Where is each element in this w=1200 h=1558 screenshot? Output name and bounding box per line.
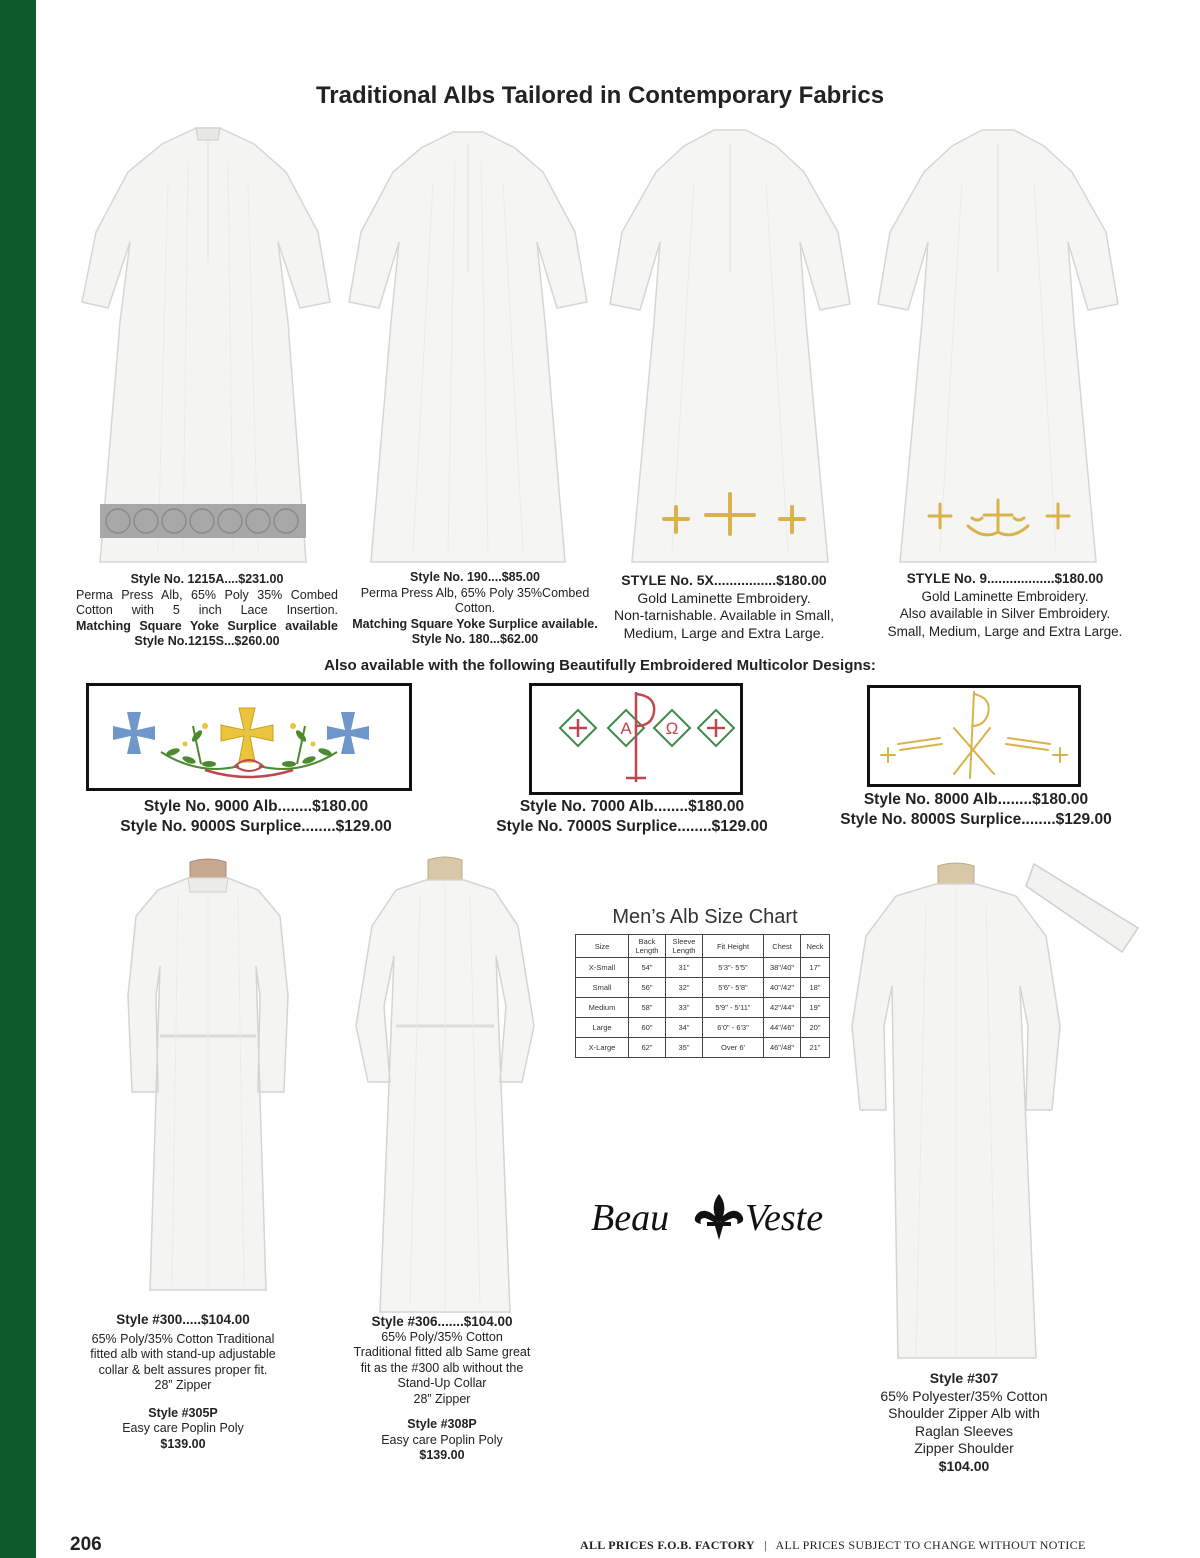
beau-veste-logo <box>585 1186 845 1246</box>
table-cell: Large <box>576 1018 629 1038</box>
alb-price: Style No. 9000 Alb........$180.00 <box>143 798 369 815</box>
product-line: Cotton with 5 inch Lace Insertion. <box>76 603 338 617</box>
product-line: Style #300.....$104.00 <box>116 1312 250 1327</box>
table-cell: 20" <box>801 1018 830 1038</box>
product-line: Easy care Poplin Poly <box>122 1421 244 1435</box>
product-line: Perma Press Alb, 65% Poly 35% Combed <box>76 587 338 602</box>
alb-300-image <box>108 856 308 1296</box>
product-line: Non-tarnishable. Available in Small, <box>614 607 834 623</box>
table-cell: 62" <box>629 1038 666 1058</box>
logo-word-left: Beau <box>591 1197 670 1239</box>
footer-fob: ALL PRICES F.O.B. FACTORY <box>580 1538 755 1552</box>
fleur-de-lis-icon <box>695 1194 744 1240</box>
column-header: Sleeve Length <box>666 935 703 958</box>
table-cell: 5'3"- 5'5" <box>703 958 764 978</box>
column-header: Back Length <box>629 935 666 958</box>
product-line: 65% Poly/35% Cotton <box>381 1329 503 1344</box>
product-line: Style #307 <box>929 1370 999 1386</box>
table-cell: 40"/42" <box>764 978 801 998</box>
product-line: Stand-Up Collar <box>397 1376 487 1390</box>
product-line: fit as the #300 alb without the <box>360 1360 524 1375</box>
table-cell: 5'9" - 5'11" <box>703 998 764 1018</box>
column-header: Fit Height <box>703 935 764 958</box>
product-line: STYLE No. 5X................$180.00 <box>621 572 827 588</box>
product-caption-1215a <box>76 572 338 650</box>
table-cell: X-Large <box>576 1038 629 1058</box>
surplice-price: Style No. 8000S Surplice........$129.00 <box>840 811 1112 828</box>
product-caption-300 <box>84 1312 282 1452</box>
table-cell: Over 6' <box>703 1038 764 1058</box>
table-cell: 6'0" - 6'3" <box>703 1018 764 1038</box>
product-line: Small, Medium, Large and Extra Large. <box>887 623 1123 639</box>
table-header-row <box>576 935 830 958</box>
size-chart-title: Men’s Alb Size Chart <box>612 906 798 928</box>
table-cell: 60" <box>629 1018 666 1038</box>
designs-heading: Also available with the following Beautifully Embroidered Multicolor Designs: <box>324 657 876 674</box>
product-caption-307 <box>864 1370 1064 1475</box>
alb-9-image <box>874 122 1122 568</box>
table-row <box>576 998 830 1018</box>
product-line: $139.00 <box>160 1436 206 1451</box>
table-cell: 44"/46" <box>764 1018 801 1038</box>
product-line: Easy care Poplin Poly <box>381 1432 503 1447</box>
design-7000-prices <box>462 797 802 837</box>
table-cell: 46"/48" <box>764 1038 801 1058</box>
product-line: $104.00 <box>938 1457 990 1474</box>
surplice-price: Style No. 7000S Surplice........$129.00 <box>496 818 768 835</box>
page-number: 206 <box>70 1534 102 1555</box>
column-header: Size <box>576 935 629 958</box>
table-cell: Medium <box>576 998 629 1018</box>
table-cell: 19" <box>801 998 830 1018</box>
logo-word-right: Veste <box>745 1197 824 1239</box>
alb-1215a-image <box>78 122 338 568</box>
table-cell: 18" <box>801 978 830 998</box>
table-cell: X-Small <box>576 958 629 978</box>
table-cell: 35" <box>666 1038 703 1058</box>
surplice-price: Style No. 9000S Surplice........$129.00 <box>120 818 392 835</box>
product-line: Gold Laminette Embroidery. <box>921 588 1089 604</box>
product-line: Style #305P <box>148 1405 218 1420</box>
product-line: Also available in Silver Embroidery. <box>899 606 1111 621</box>
product-line: Perma Press Alb, 65% Poly 35%Combed <box>360 585 590 600</box>
table-cell: 38"/40" <box>764 958 801 978</box>
product-line: 65% Polyester/35% Cotton <box>880 1387 1048 1404</box>
design-8000-prices <box>806 790 1146 830</box>
table-cell: Small <box>576 978 629 998</box>
product-line: $139.00 <box>419 1448 465 1462</box>
table-cell: 56" <box>629 978 666 998</box>
table-row <box>576 958 830 978</box>
footer-change-notice: ALL PRICES SUBJECT TO CHANGE WITHOUT NOTICE <box>775 1538 1086 1552</box>
table-cell: 5'6"- 5'8" <box>703 978 764 998</box>
product-line: Raglan Sleeves <box>914 1422 1014 1439</box>
alb-price: Style No. 7000 Alb........$180.00 <box>519 798 745 815</box>
yellow-cross-icon <box>221 708 273 762</box>
product-line: Cotton. <box>454 601 496 615</box>
column-header: Chest <box>764 935 801 958</box>
table-row <box>576 1038 830 1058</box>
product-line: fitted alb with stand-up adjustable <box>90 1347 276 1361</box>
product-line: Style No. 1215A....$231.00 <box>130 572 284 586</box>
table-cell: 34" <box>666 1018 703 1038</box>
footer-separator: | <box>764 1538 767 1552</box>
design-8000-swatch <box>867 685 1081 787</box>
alb-5x-image <box>606 122 854 568</box>
product-line: Style No. 180...$62.00 <box>411 632 539 646</box>
product-line: 65% Poly/35% Cotton Traditional <box>91 1331 275 1346</box>
table-cell: 17" <box>801 958 830 978</box>
table-row <box>576 1018 830 1038</box>
product-line: Medium, Large and Extra Large. <box>623 624 825 641</box>
product-line: Traditional fitted alb Same great <box>353 1345 531 1359</box>
column-header: Neck <box>801 935 830 958</box>
table-cell: 54" <box>629 958 666 978</box>
product-caption-190 <box>346 570 604 648</box>
product-line: Style No.1215S...$260.00 <box>134 634 280 648</box>
spacer <box>84 1394 282 1406</box>
size-chart-table <box>575 934 830 1058</box>
table-cell: 42"/44" <box>764 998 801 1018</box>
product-line: Style #306.......$104.00 <box>371 1314 513 1329</box>
design-9000-swatch <box>86 683 412 791</box>
page-title: Traditional Albs Tailored in Contemporary Fabrics <box>315 82 885 109</box>
table-cell: 33" <box>666 998 703 1018</box>
product-line: STYLE No. 9..................$180.00 <box>906 571 1104 586</box>
alpha-letter: A <box>620 719 632 738</box>
product-line: collar & belt assures proper fit. <box>98 1362 268 1377</box>
table-cell: 58" <box>629 998 666 1018</box>
product-caption-9 <box>880 570 1130 640</box>
product-line: Zipper Shoulder <box>914 1440 1014 1456</box>
product-line: Style #308P <box>407 1417 477 1431</box>
sidebar-stripe <box>0 0 36 1558</box>
spacer <box>344 1407 540 1417</box>
alb-306-image <box>350 856 540 1318</box>
table-cell: 32" <box>666 978 703 998</box>
product-caption-5x <box>604 572 844 642</box>
product-line: Style No. 190....$85.00 <box>410 570 540 584</box>
table-cell: 21" <box>801 1038 830 1058</box>
table-row <box>576 978 830 998</box>
product-caption-306 <box>344 1314 540 1464</box>
product-line: Matching Square Yoke Surplice available <box>76 618 338 633</box>
omega-letter: Ω <box>665 719 679 738</box>
product-line: Shoulder Zipper Alb with <box>888 1405 1040 1421</box>
design-7000-swatch <box>529 683 743 795</box>
design-9000-prices <box>86 797 426 837</box>
product-line: Gold Laminette Embroidery. <box>637 589 811 606</box>
product-line: 28” Zipper <box>154 1378 212 1392</box>
table-cell: 31" <box>666 958 703 978</box>
product-line: Matching Square Yoke Surplice available. <box>352 616 598 631</box>
alb-price: Style No. 8000 Alb........$180.00 <box>863 791 1089 808</box>
alb-307-image <box>846 856 1146 1376</box>
product-line: 28” Zipper <box>413 1391 471 1406</box>
footer-notice <box>580 1538 1086 1553</box>
alb-190-image <box>343 122 593 568</box>
